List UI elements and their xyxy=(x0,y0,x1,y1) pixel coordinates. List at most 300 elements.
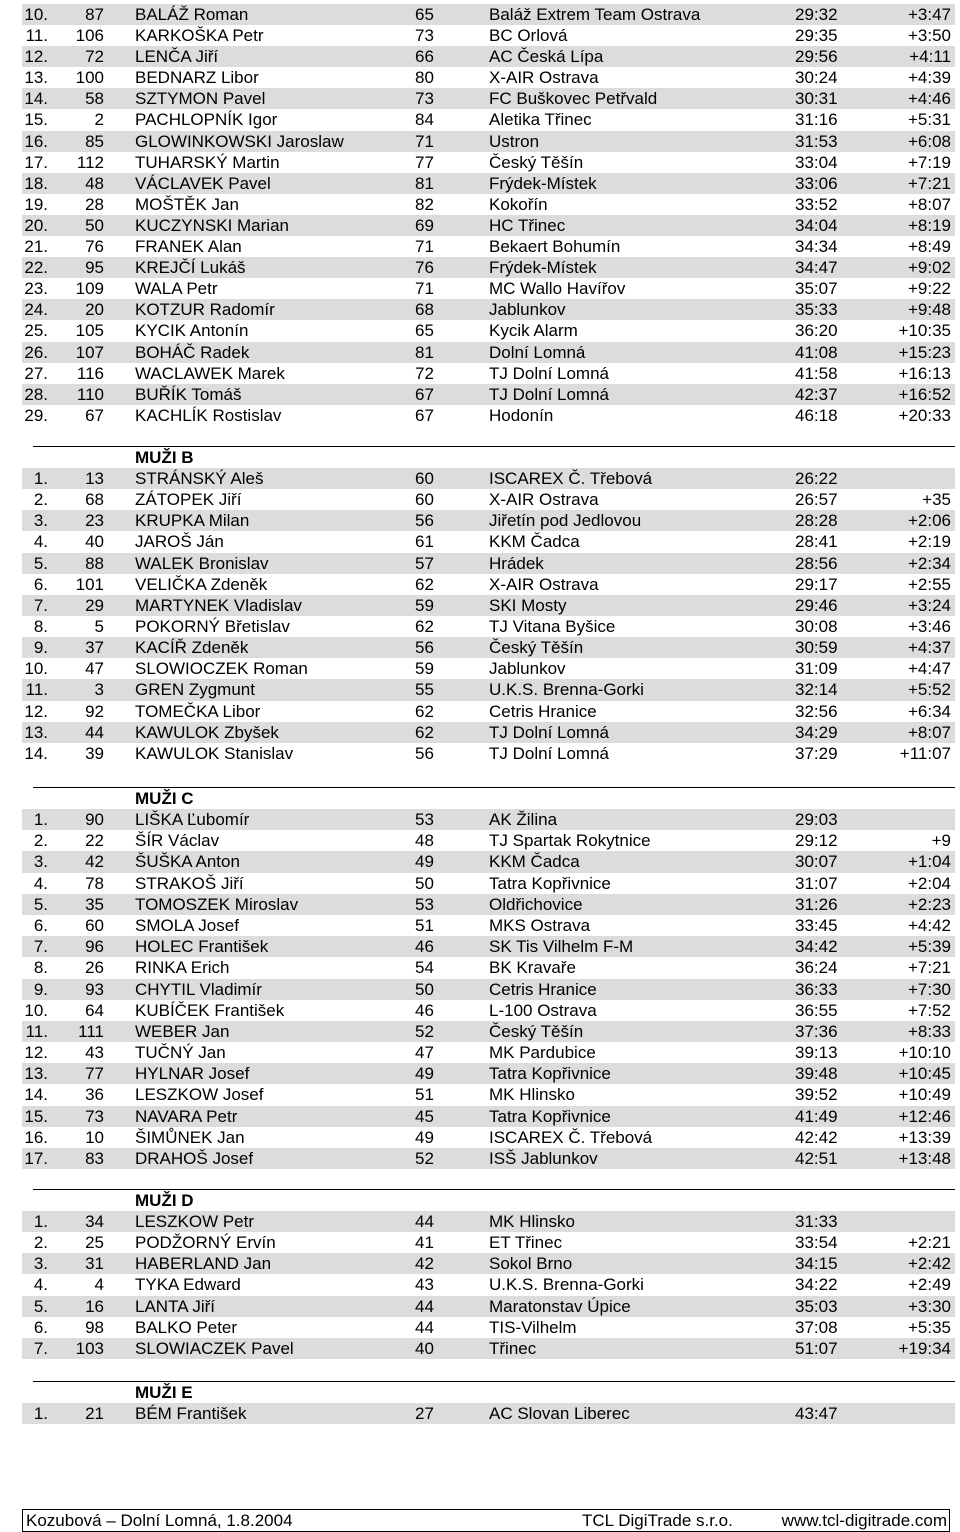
result-row xyxy=(22,342,955,363)
name-cell: BALÁŽ Roman xyxy=(135,5,249,24)
time-cell: 34:42 xyxy=(795,937,838,957)
name-cell: TUHARSKÝ Martin xyxy=(135,152,280,172)
result-row xyxy=(22,46,955,67)
bib-number-cell: 76 xyxy=(85,237,104,257)
result-row xyxy=(22,830,955,851)
result-row xyxy=(22,1403,955,1424)
result-row xyxy=(22,88,955,109)
result-row xyxy=(22,637,955,658)
time-behind-cell: +12:46 xyxy=(898,1106,951,1126)
bib-number-cell: 83 xyxy=(85,1149,104,1168)
birth-year-cell: 65 xyxy=(415,5,434,24)
club-cell: TJ Vitana Byšice xyxy=(489,616,616,636)
birth-year-cell: 76 xyxy=(415,258,434,278)
name-cell: TOMEČKA Libor xyxy=(135,701,261,721)
result-row xyxy=(22,1042,955,1063)
club-cell: Kycik Alarm xyxy=(489,321,578,341)
rank-cell: 23. xyxy=(24,279,48,299)
bib-number-cell: 2 xyxy=(94,110,104,130)
bib-number-cell: 21 xyxy=(85,1404,104,1423)
time-behind-cell: +6:34 xyxy=(907,701,951,721)
birth-year-cell: 55 xyxy=(415,680,434,700)
name-cell: SLOWIACZEK Pavel xyxy=(135,1338,294,1358)
time-cell: 36:24 xyxy=(795,958,838,978)
time-behind-cell: +9:22 xyxy=(907,279,951,299)
time-cell: 29:35 xyxy=(795,26,838,46)
bib-number-cell: 34 xyxy=(85,1212,104,1231)
name-cell: PACHLOPNÍK Igor xyxy=(135,110,278,130)
club-cell: TIS-Vilhelm xyxy=(489,1317,577,1337)
name-cell: KAWULOK Stanislav xyxy=(135,743,294,763)
club-cell: MK Hlinsko xyxy=(489,1085,575,1105)
club-cell: AC Slovan Liberec xyxy=(489,1404,630,1423)
result-row xyxy=(22,1296,955,1317)
name-cell: SMOLA Josef xyxy=(135,915,239,935)
birth-year-cell: 67 xyxy=(415,384,434,404)
club-cell: MK Hlinsko xyxy=(489,1212,575,1231)
bib-number-cell: 100 xyxy=(75,68,104,88)
rank-cell: 12. xyxy=(24,701,48,721)
name-cell: LIŠKA Ľubomír xyxy=(135,810,250,829)
name-cell: BUŘÍK Tomáš xyxy=(135,384,242,404)
club-cell: X-AIR Ostrava xyxy=(489,574,599,594)
club-cell: ISCAREX Č. Třebová xyxy=(489,469,653,488)
bib-number-cell: 60 xyxy=(85,915,104,935)
time-cell: 36:55 xyxy=(795,1000,838,1020)
time-cell: 43:47 xyxy=(795,1404,838,1423)
birth-year-cell: 44 xyxy=(415,1317,434,1337)
time-cell: 30:59 xyxy=(795,638,838,658)
time-behind-cell: +8:07 xyxy=(907,722,951,742)
club-cell: ISCAREX Č. Třebová xyxy=(489,1127,653,1147)
birth-year-cell: 49 xyxy=(415,1064,434,1084)
club-cell: Hodonín xyxy=(489,405,554,425)
bib-number-cell: 78 xyxy=(85,873,104,893)
rank-cell: 10. xyxy=(24,1000,48,1020)
club-cell: Bekaert Bohumín xyxy=(489,237,621,257)
name-cell: ŠUŠKA Anton xyxy=(135,852,240,872)
result-row xyxy=(22,574,955,595)
time-cell: 33:06 xyxy=(795,173,838,193)
time-cell: 26:57 xyxy=(795,490,838,510)
category-heading: MUŽI C xyxy=(135,789,194,808)
time-behind-cell: +35 xyxy=(922,490,951,510)
result-row xyxy=(22,320,955,341)
result-row xyxy=(22,405,955,426)
result-row xyxy=(22,236,955,257)
club-cell: U.K.S. Brenna-Gorki xyxy=(489,680,644,700)
name-cell: BALKO Peter xyxy=(135,1317,238,1337)
time-behind-cell: +4:11 xyxy=(909,47,951,67)
rank-cell: 11. xyxy=(25,1021,48,1041)
time-cell: 39:13 xyxy=(795,1043,838,1063)
time-behind-cell: +4:37 xyxy=(907,638,951,658)
time-cell: 34:29 xyxy=(795,722,838,742)
time-cell: 42:37 xyxy=(795,384,838,404)
time-cell: 31:09 xyxy=(795,659,838,679)
name-cell: HYLNAR Josef xyxy=(135,1064,250,1084)
time-cell: 41:08 xyxy=(795,342,838,362)
time-behind-cell: +9:48 xyxy=(907,300,951,320)
birth-year-cell: 69 xyxy=(415,215,434,235)
category-heading: MUŽI E xyxy=(135,1383,193,1402)
result-row xyxy=(22,616,955,637)
rank-cell: 29. xyxy=(24,405,48,425)
club-cell: Sokol Brno xyxy=(489,1254,573,1274)
rank-cell: 6. xyxy=(33,574,48,594)
time-behind-cell: +9:02 xyxy=(907,258,951,278)
rank-cell: 13. xyxy=(24,68,48,88)
time-behind-cell: +8:07 xyxy=(907,194,951,214)
time-cell: 39:48 xyxy=(795,1064,838,1084)
club-cell: MC Wallo Havířov xyxy=(489,279,626,299)
category-heading: MUŽI B xyxy=(135,448,194,467)
bib-number-cell: 37 xyxy=(85,638,104,658)
rank-cell: 14. xyxy=(24,1085,48,1105)
time-behind-cell: +2:55 xyxy=(907,574,951,594)
bib-number-cell: 96 xyxy=(85,937,104,957)
name-cell: WALA Petr xyxy=(135,279,218,299)
birth-year-cell: 52 xyxy=(415,1021,434,1041)
birth-year-cell: 61 xyxy=(415,532,434,552)
club-cell: Baláž Extrem Team Ostrava xyxy=(489,5,701,24)
time-behind-cell: +2:49 xyxy=(907,1275,951,1295)
result-row xyxy=(22,1232,955,1253)
name-cell: TOMOSZEK Miroslav xyxy=(135,894,299,914)
rank-cell: 4. xyxy=(33,532,48,552)
time-behind-cell: +13:48 xyxy=(898,1149,951,1168)
bib-number-cell: 93 xyxy=(85,979,104,999)
time-cell: 28:28 xyxy=(795,511,838,531)
bib-number-cell: 36 xyxy=(85,1085,104,1105)
time-behind-cell: +3:46 xyxy=(907,616,951,636)
category-section-muzi-c xyxy=(22,787,955,1169)
rank-cell: 11. xyxy=(25,26,48,46)
bib-number-cell: 44 xyxy=(85,722,104,742)
club-cell: FC Buškovec Petřvald xyxy=(489,89,658,109)
name-cell: LENČA Jiří xyxy=(135,47,219,67)
time-behind-cell: +3:30 xyxy=(907,1296,951,1316)
rank-cell: 20. xyxy=(24,215,48,235)
club-cell: Hrádek xyxy=(489,553,544,573)
rank-cell: 8. xyxy=(33,958,48,978)
time-cell: 29:56 xyxy=(795,47,838,67)
time-behind-cell: +8:33 xyxy=(907,1021,951,1041)
result-row xyxy=(22,215,955,236)
rank-cell: 1. xyxy=(33,810,48,829)
result-row xyxy=(22,894,955,915)
bib-number-cell: 25 xyxy=(85,1233,104,1253)
bib-number-cell: 22 xyxy=(85,831,104,851)
time-cell: 35:07 xyxy=(795,279,838,299)
club-cell: Jablunkov xyxy=(489,300,566,320)
rank-cell: 16. xyxy=(24,1127,48,1147)
rank-cell: 15. xyxy=(24,110,48,130)
result-row xyxy=(22,489,955,510)
result-row xyxy=(22,1106,955,1127)
club-cell: Český Těšín xyxy=(489,638,584,658)
time-cell: 30:24 xyxy=(795,68,838,88)
club-cell: SKI Mosty xyxy=(489,595,567,615)
name-cell: HABERLAND Jan xyxy=(135,1254,272,1274)
result-row xyxy=(22,873,955,894)
time-behind-cell: +10:45 xyxy=(898,1064,951,1084)
bib-number-cell: 68 xyxy=(85,490,104,510)
name-cell: KOTZUR Radomír xyxy=(135,300,275,320)
time-cell: 34:34 xyxy=(795,237,838,257)
bib-number-cell: 110 xyxy=(76,384,104,404)
club-cell: X-AIR Ostrava xyxy=(489,68,599,88)
rank-cell: 19. xyxy=(24,194,48,214)
time-behind-cell: +10:35 xyxy=(898,321,951,341)
rank-cell: 21. xyxy=(24,237,48,257)
birth-year-cell: 56 xyxy=(415,638,434,658)
name-cell: BÉM František xyxy=(135,1404,247,1423)
result-row xyxy=(22,595,955,616)
name-cell: GLOWINKOWSKI Jaroslaw xyxy=(135,131,344,151)
birth-year-cell: 41 xyxy=(415,1233,434,1253)
time-cell: 28:56 xyxy=(795,553,838,573)
name-cell: BOHÁČ Radek xyxy=(135,342,250,362)
result-row xyxy=(22,743,955,764)
club-cell: ET Třinec xyxy=(489,1233,563,1253)
rank-cell: 9. xyxy=(33,979,48,999)
time-cell: 42:42 xyxy=(795,1127,838,1147)
bib-number-cell: 48 xyxy=(85,173,104,193)
result-row xyxy=(22,957,955,978)
club-cell: MK Pardubice xyxy=(489,1043,596,1063)
birth-year-cell: 49 xyxy=(415,1127,434,1147)
bib-number-cell: 20 xyxy=(85,300,104,320)
category-section-muzi-e xyxy=(22,1381,955,1424)
name-cell: SLOWIOCZEK Roman xyxy=(135,659,308,679)
result-row xyxy=(22,915,955,936)
birth-year-cell: 71 xyxy=(415,279,434,299)
result-row xyxy=(22,722,955,743)
time-cell: 51:07 xyxy=(795,1338,838,1358)
birth-year-cell: 51 xyxy=(415,915,434,935)
name-cell: KACÍŘ Zdeněk xyxy=(135,638,249,658)
bib-number-cell: 112 xyxy=(76,152,104,172)
result-row xyxy=(22,152,955,173)
category-section-muzi-b xyxy=(22,446,955,764)
time-cell: 31:53 xyxy=(795,131,838,151)
club-cell: L-100 Ostrava xyxy=(489,1000,597,1020)
rank-cell: 10. xyxy=(24,659,48,679)
category-heading: MUŽI D xyxy=(135,1191,194,1210)
results-rows xyxy=(22,4,955,426)
result-row xyxy=(22,1127,955,1148)
birth-year-cell: 43 xyxy=(415,1275,434,1295)
rank-cell: 3. xyxy=(33,852,48,872)
name-cell: MOŠTĚK Jan xyxy=(135,194,239,214)
bib-number-cell: 23 xyxy=(85,511,104,531)
birth-year-cell: 82 xyxy=(415,194,434,214)
time-cell: 30:07 xyxy=(795,852,838,872)
time-cell: 34:47 xyxy=(795,258,838,278)
birth-year-cell: 66 xyxy=(415,47,434,67)
rank-cell: 10. xyxy=(24,5,48,24)
name-cell: LESZKOW Petr xyxy=(135,1212,255,1231)
name-cell: KREJČÍ Lukáš xyxy=(135,258,246,278)
club-cell: KKM Čadca xyxy=(489,852,580,872)
name-cell: BEDNARZ Libor xyxy=(135,68,259,88)
name-cell: DRAHOŠ Josef xyxy=(135,1149,254,1168)
club-cell: BK Kravaře xyxy=(489,958,576,978)
birth-year-cell: 56 xyxy=(415,743,434,763)
name-cell: PODŽORNÝ Ervín xyxy=(135,1233,276,1253)
birth-year-cell: 42 xyxy=(415,1254,434,1274)
name-cell: WALEK Bronislav xyxy=(135,553,269,573)
time-behind-cell: +3:50 xyxy=(907,26,951,46)
results-section xyxy=(22,4,955,426)
name-cell: KAWULOK Zbyšek xyxy=(135,722,279,742)
bib-number-cell: 5 xyxy=(94,616,104,636)
bib-number-cell: 47 xyxy=(85,659,104,679)
time-behind-cell: +15:23 xyxy=(898,342,951,362)
time-cell: 32:56 xyxy=(795,701,838,721)
result-row xyxy=(22,131,955,152)
result-row xyxy=(22,25,955,46)
club-cell: TJ Spartak Rokytnice xyxy=(489,831,651,851)
club-cell: ISŠ Jablunkov xyxy=(489,1149,598,1168)
bib-number-cell: 90 xyxy=(85,810,104,829)
club-cell: Český Těšín xyxy=(489,1021,584,1041)
bib-number-cell: 72 xyxy=(85,47,104,67)
rank-cell: 18. xyxy=(24,173,48,193)
time-behind-cell: +4:47 xyxy=(907,659,951,679)
club-cell: TJ Dolní Lomná xyxy=(489,722,609,742)
time-behind-cell: +16:13 xyxy=(898,363,951,383)
time-cell: 29:17 xyxy=(795,574,838,594)
name-cell: NAVARA Petr xyxy=(135,1106,238,1126)
time-cell: 29:32 xyxy=(795,5,838,24)
results-rows xyxy=(22,1211,955,1359)
birth-year-cell: 71 xyxy=(415,131,434,151)
name-cell: KYCIK Antonín xyxy=(135,321,249,341)
bib-number-cell: 109 xyxy=(75,279,104,299)
name-cell: WACLAWEK Marek xyxy=(135,363,285,383)
club-cell: Tatra Kopřivnice xyxy=(489,1106,611,1126)
rank-cell: 1. xyxy=(33,1212,48,1231)
rank-cell: 3. xyxy=(33,511,48,531)
time-behind-cell: +1:04 xyxy=(907,852,951,872)
birth-year-cell: 27 xyxy=(415,1404,434,1423)
name-cell: JAROŠ Ján xyxy=(135,532,224,552)
time-cell: 32:14 xyxy=(795,680,838,700)
rank-cell: 9. xyxy=(33,638,48,658)
birth-year-cell: 59 xyxy=(415,595,434,615)
rank-cell: 8. xyxy=(33,616,48,636)
result-row xyxy=(22,679,955,700)
bib-number-cell: 43 xyxy=(85,1043,104,1063)
rank-cell: 7. xyxy=(33,595,48,615)
time-behind-cell: +2:19 xyxy=(907,532,951,552)
result-row xyxy=(22,1084,955,1105)
rank-cell: 28. xyxy=(24,384,48,404)
result-row xyxy=(22,4,955,25)
rank-cell: 4. xyxy=(33,873,48,893)
birth-year-cell: 50 xyxy=(415,979,434,999)
bib-number-cell: 85 xyxy=(85,131,104,151)
time-cell: 29:12 xyxy=(795,831,838,851)
club-cell: Oldřichovice xyxy=(489,894,583,914)
result-row xyxy=(22,1253,955,1274)
rank-cell: 6. xyxy=(33,915,48,935)
result-row xyxy=(22,1063,955,1084)
rank-cell: 1. xyxy=(33,469,48,488)
name-cell: RINKA Erich xyxy=(135,958,230,978)
bib-number-cell: 3 xyxy=(94,680,104,700)
time-behind-cell: +7:21 xyxy=(907,173,951,193)
result-row xyxy=(22,1211,955,1232)
bib-number-cell: 111 xyxy=(78,1021,104,1041)
time-behind-cell: +9 xyxy=(931,831,951,851)
time-cell: 34:15 xyxy=(795,1254,838,1274)
rank-cell: 3. xyxy=(33,1254,48,1274)
time-cell: 36:20 xyxy=(795,321,838,341)
birth-year-cell: 44 xyxy=(415,1212,434,1231)
birth-year-cell: 60 xyxy=(415,469,434,488)
result-row xyxy=(22,1021,955,1042)
time-behind-cell: +2:23 xyxy=(907,894,951,914)
result-row xyxy=(22,299,955,320)
time-behind-cell: +3:24 xyxy=(907,595,951,615)
club-cell: BC Orlová xyxy=(489,26,568,46)
time-behind-cell: +2:06 xyxy=(907,511,951,531)
rank-cell: 4. xyxy=(33,1275,48,1295)
club-cell: MKS Ostrava xyxy=(489,915,591,935)
club-cell: Aletika Třinec xyxy=(489,110,592,130)
rank-cell: 6. xyxy=(33,1317,48,1337)
birth-year-cell: 81 xyxy=(415,342,434,362)
rank-cell: 5. xyxy=(33,1296,48,1316)
name-cell: LESZKOW Josef xyxy=(135,1085,264,1105)
time-cell: 39:52 xyxy=(795,1085,838,1105)
rank-cell: 12. xyxy=(24,1043,48,1063)
birth-year-cell: 52 xyxy=(415,1149,434,1168)
time-cell: 29:46 xyxy=(795,595,838,615)
club-cell: TJ Dolní Lomná xyxy=(489,743,609,763)
rank-cell: 14. xyxy=(24,89,48,109)
name-cell: FRANEK Alan xyxy=(135,237,242,257)
club-cell: SK Tis Vilhelm F-M xyxy=(489,937,634,957)
birth-year-cell: 72 xyxy=(415,363,434,383)
time-behind-cell: +7:21 xyxy=(907,958,951,978)
result-row xyxy=(22,851,955,872)
bib-number-cell: 13 xyxy=(85,469,104,488)
time-cell: 35:03 xyxy=(795,1296,838,1316)
birth-year-cell: 40 xyxy=(415,1338,434,1358)
bib-number-cell: 64 xyxy=(85,1000,104,1020)
name-cell: SZTYMON Pavel xyxy=(135,89,266,109)
page-footer xyxy=(22,1509,950,1532)
time-behind-cell: +10:49 xyxy=(898,1085,951,1105)
time-behind-cell: +13:39 xyxy=(898,1127,951,1147)
name-cell: MARTYNEK Vladislav xyxy=(135,595,302,615)
result-row xyxy=(22,658,955,679)
time-cell: 26:22 xyxy=(795,469,838,488)
result-row xyxy=(22,257,955,278)
bib-number-cell: 50 xyxy=(85,215,104,235)
result-row xyxy=(22,67,955,88)
rank-cell: 22. xyxy=(24,258,48,278)
time-behind-cell: +5:31 xyxy=(907,110,951,130)
time-behind-cell: +5:52 xyxy=(907,680,951,700)
name-cell: CHYTIL Vladimír xyxy=(135,979,262,999)
time-behind-cell: +11:07 xyxy=(899,743,951,763)
bib-number-cell: 58 xyxy=(85,89,104,109)
